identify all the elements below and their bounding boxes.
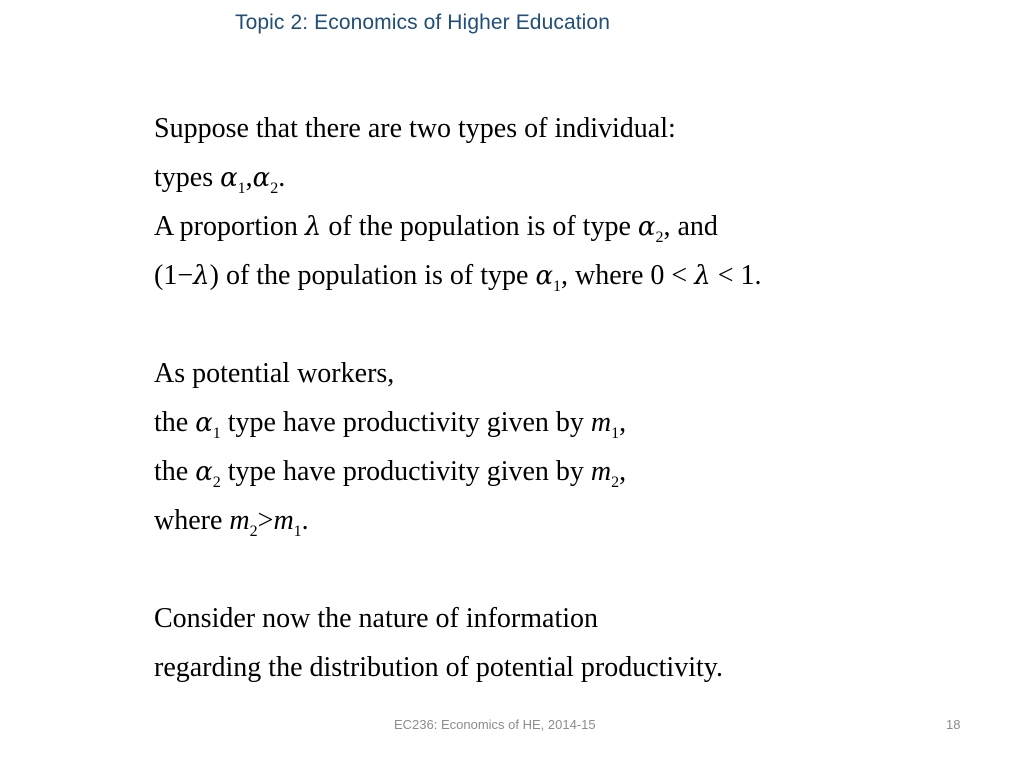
text-line-types: [154, 155, 762, 204]
text-line-proportion: [154, 204, 762, 253]
text: the: [154, 407, 196, 438]
lambda-symbol: λ: [193, 261, 210, 291]
footer-page-number: 18: [946, 717, 961, 732]
text: ): [209, 260, 219, 291]
subscript: 1: [212, 425, 221, 442]
comma: ,: [245, 162, 253, 193]
spacer: [154, 547, 762, 596]
alpha-symbol: α: [252, 163, 271, 193]
lambda-symbol: λ: [304, 212, 322, 242]
alpha-symbol: α: [220, 163, 238, 193]
subscript: 1: [293, 523, 302, 540]
m-variable: m: [590, 407, 612, 438]
text-line-alpha2-productivity: [154, 449, 762, 498]
topic-title: Topic 2: Economics of Higher Education: [235, 11, 610, 34]
m-variable: m: [590, 456, 612, 487]
text-line-complement: [154, 253, 762, 302]
text: (1: [154, 260, 178, 291]
m-variable: m: [273, 505, 294, 536]
alpha-symbol: α: [535, 261, 554, 291]
subscript: 1: [553, 278, 562, 295]
text: , and: [663, 211, 718, 242]
m-variable: m: [229, 505, 250, 536]
text: the: [154, 456, 196, 487]
less-than: <: [664, 260, 695, 291]
text: ,: [619, 456, 627, 487]
minus-sign: −: [177, 260, 194, 291]
text: A proportion: [154, 211, 305, 242]
text: type have productivity given by: [220, 407, 591, 438]
spacer: [154, 302, 762, 351]
text-line-alpha1-productivity: [154, 400, 762, 449]
footer-course-label: EC236: Economics of HE, 2014-15: [394, 717, 596, 732]
text: of the population is of type: [218, 260, 536, 291]
alpha-symbol: α: [195, 408, 213, 438]
text-line-consider: Consider now the nature of information: [154, 603, 599, 634]
alpha-symbol: α: [195, 457, 213, 487]
text: where: [154, 505, 230, 536]
text: ,: [619, 407, 627, 438]
subscript: 1: [237, 180, 246, 197]
text-line-suppose: Suppose that there are two types of individual:: [154, 113, 676, 144]
alpha-symbol: α: [637, 212, 656, 242]
text: 1.: [740, 260, 762, 291]
text: , where 0: [561, 260, 665, 291]
subscript: 2: [249, 523, 258, 540]
text: types: [154, 162, 221, 193]
subscript: 1: [611, 425, 620, 442]
slide-body: [154, 106, 762, 694]
subscript: 2: [611, 474, 620, 491]
less-than: <: [710, 260, 741, 291]
text: of the population is of type: [321, 211, 638, 242]
text-line-workers: As potential workers,: [154, 358, 395, 389]
subscript: 2: [270, 180, 279, 197]
period: .: [278, 162, 286, 193]
text-line-inequality: [154, 498, 762, 547]
text-line-distribution: regarding the distribution of potential productivity.: [154, 652, 723, 683]
subscript: 2: [655, 229, 664, 246]
period: .: [301, 505, 309, 536]
text: type have productivity given by: [220, 456, 591, 487]
greater-than: >: [257, 505, 274, 536]
subscript: 2: [212, 474, 221, 491]
lambda-symbol: λ: [694, 261, 711, 291]
